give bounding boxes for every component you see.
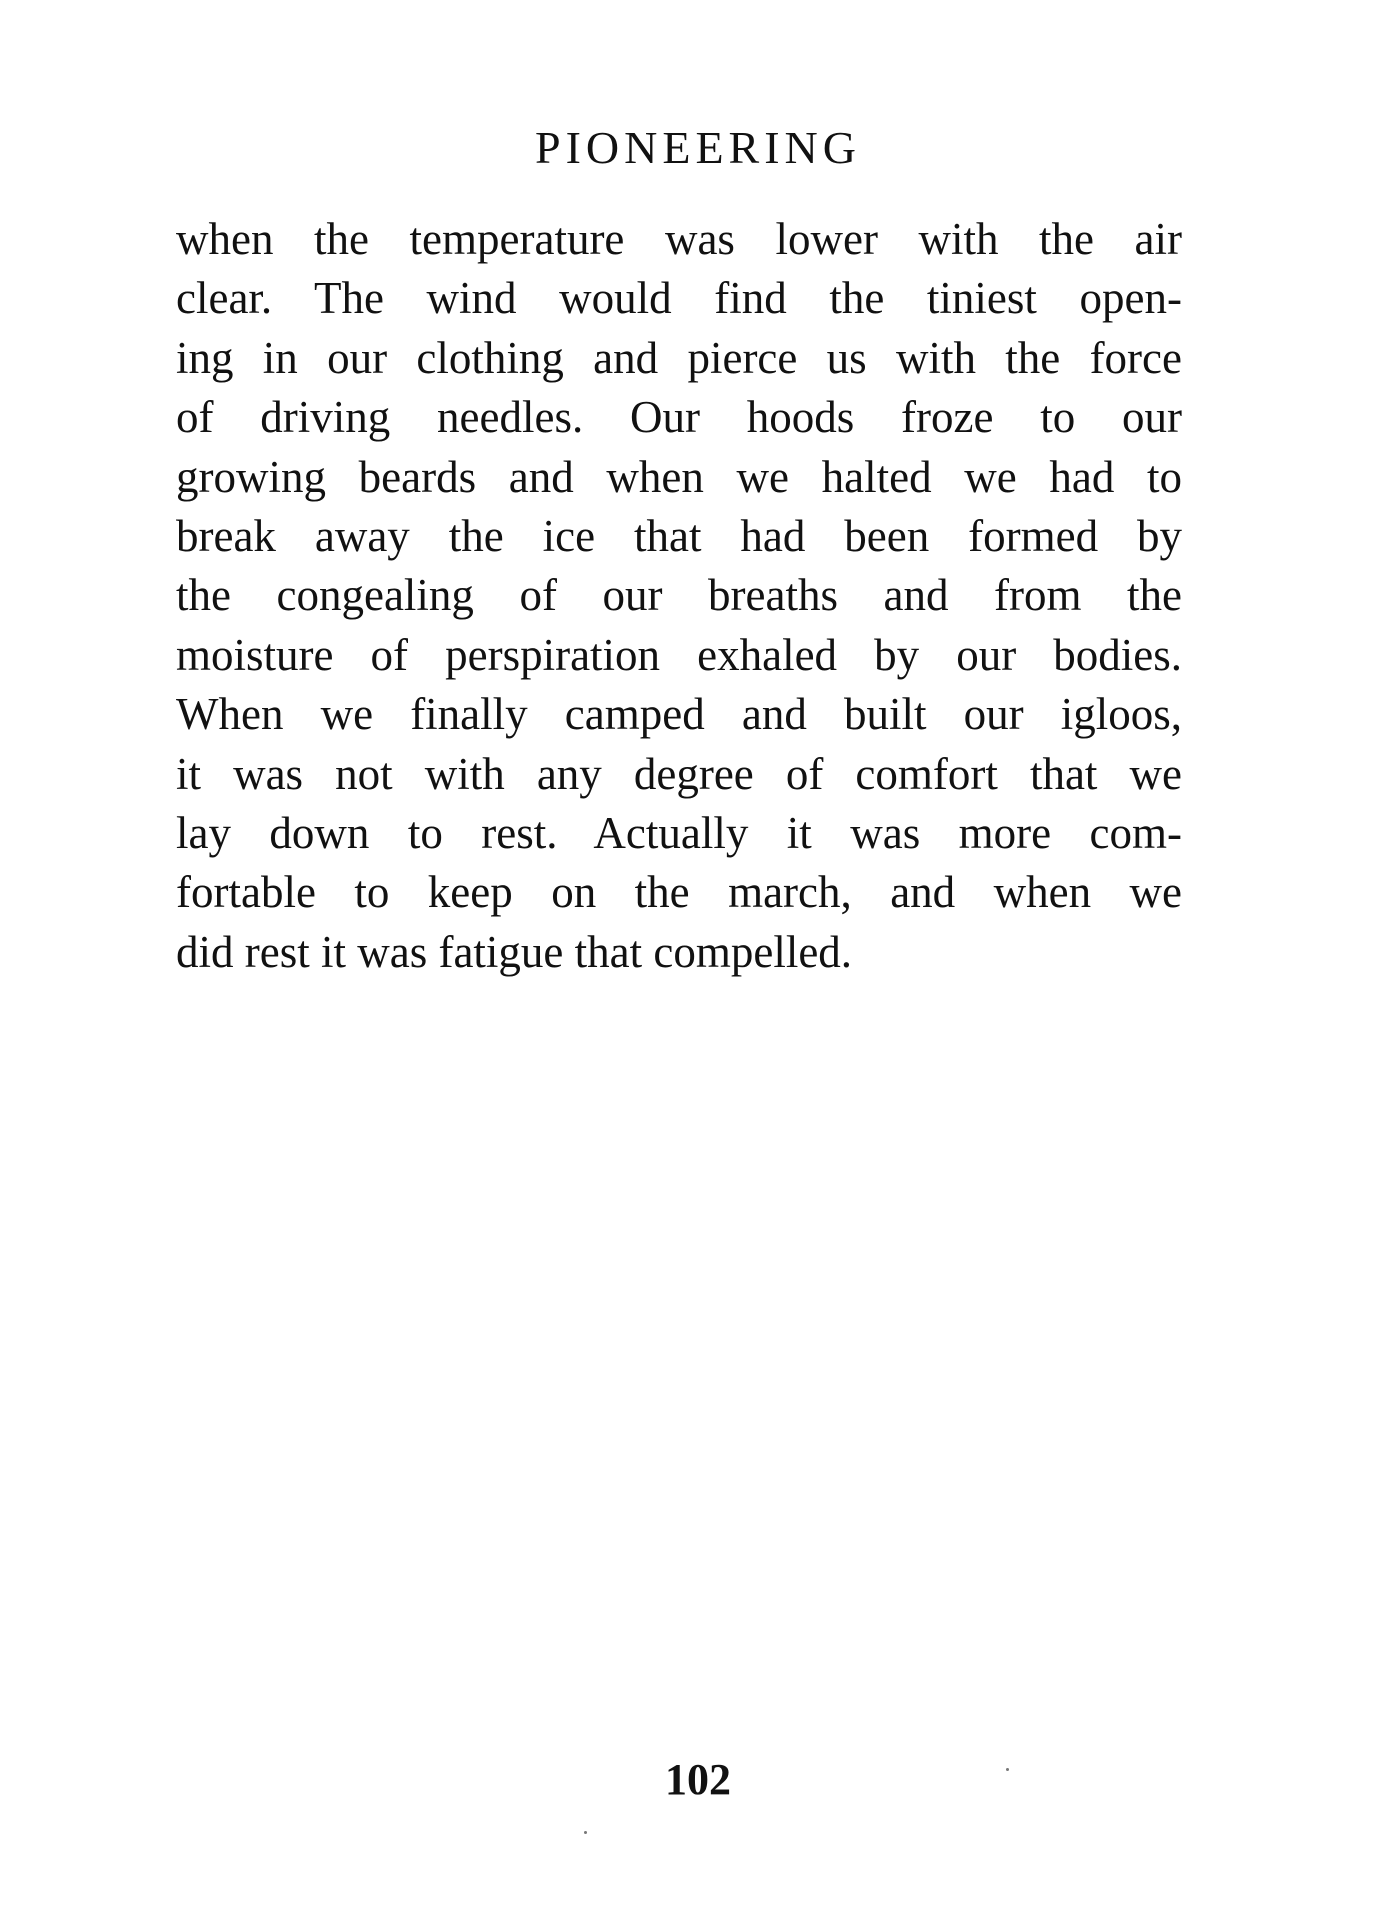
text-line-9: When we finally camped and built our igloos, [176, 689, 1182, 740]
scan-speck [584, 1831, 587, 1834]
text-line-7: the congealing of our breaths and from the [176, 570, 1182, 621]
text-line-13: did rest it was fatigue that compelled. [176, 926, 853, 977]
text-line-11: lay down to rest. Actually it was more com- [176, 807, 1182, 858]
scan-speck [1006, 1768, 1009, 1771]
text-line-10: it was not with any degree of comfort that we [176, 748, 1182, 799]
text-line-2: clear. The wind would find the tiniest open- [176, 273, 1182, 324]
text-line-8: moisture of perspiration exhaled by our bodies. [176, 629, 1182, 680]
text-line-6: break away the ice that had been formed by [176, 510, 1182, 561]
text-line-4: of driving needles. Our hoods froze to our [176, 392, 1182, 443]
body-paragraph [176, 210, 1182, 982]
text-line-12: fortable to keep on the march, and when we [176, 867, 1182, 918]
text-line-1: when the temperature was lower with the air [176, 214, 1182, 264]
running-head: PIONEERING [535, 122, 861, 173]
text-line-5: growing beards and when we halted we had to [176, 451, 1182, 502]
text-line-3: ing in our clothing and pierce us with the force [176, 332, 1182, 383]
page-number: 102 [665, 1755, 731, 1804]
